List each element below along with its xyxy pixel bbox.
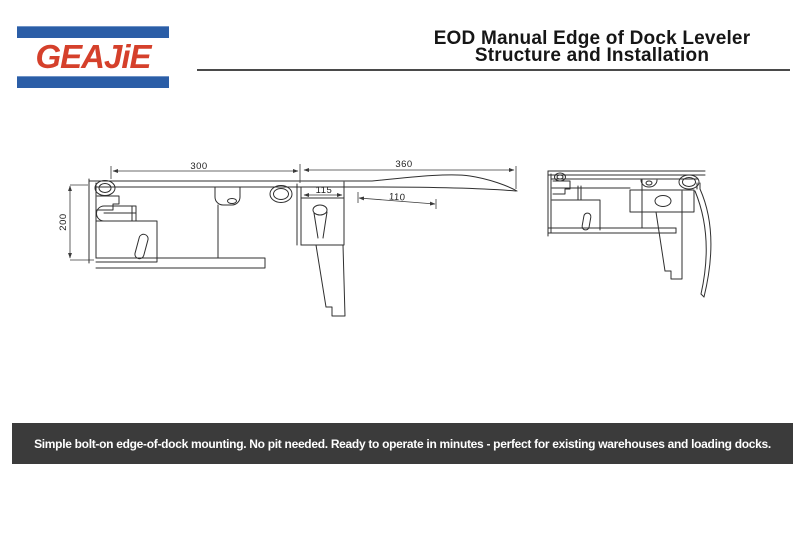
- title-line2: Structure and Installation: [474, 45, 710, 66]
- title-line1: EOD Manual Edge of Dock Leveler: [433, 28, 751, 49]
- side-view-drawing: [548, 171, 711, 297]
- bolt-slot: [134, 233, 149, 259]
- main-view-drawing: [89, 175, 517, 316]
- stored-lip-inner: [695, 191, 706, 294]
- footer-banner: [12, 423, 793, 464]
- dim-back-width: 300: [190, 161, 208, 172]
- dim-bracket-width: 115: [315, 185, 333, 196]
- bracket-hole: [313, 205, 327, 215]
- deck-plate-bottom: [96, 187, 516, 191]
- logo-text: GEAJiE: [35, 38, 151, 75]
- support-leg: [316, 245, 345, 316]
- banner-text: Simple bolt-on edge-of-dock mounting. No pit needed. Ready to operate in minutes - perfect for existing warehouses and loading docks.: [34, 436, 771, 451]
- base-plate: [96, 258, 265, 268]
- dim-height: 200: [58, 213, 69, 231]
- side-bracket-hole: [655, 196, 671, 207]
- dim-lip-length: 360: [395, 159, 413, 170]
- deck-plate-top: [89, 175, 517, 191]
- side-hinge-pin: [555, 173, 566, 181]
- dim-lip-overlap: 110: [388, 191, 406, 204]
- hinge-pin: [95, 181, 115, 196]
- stored-lip-outer: [700, 189, 711, 297]
